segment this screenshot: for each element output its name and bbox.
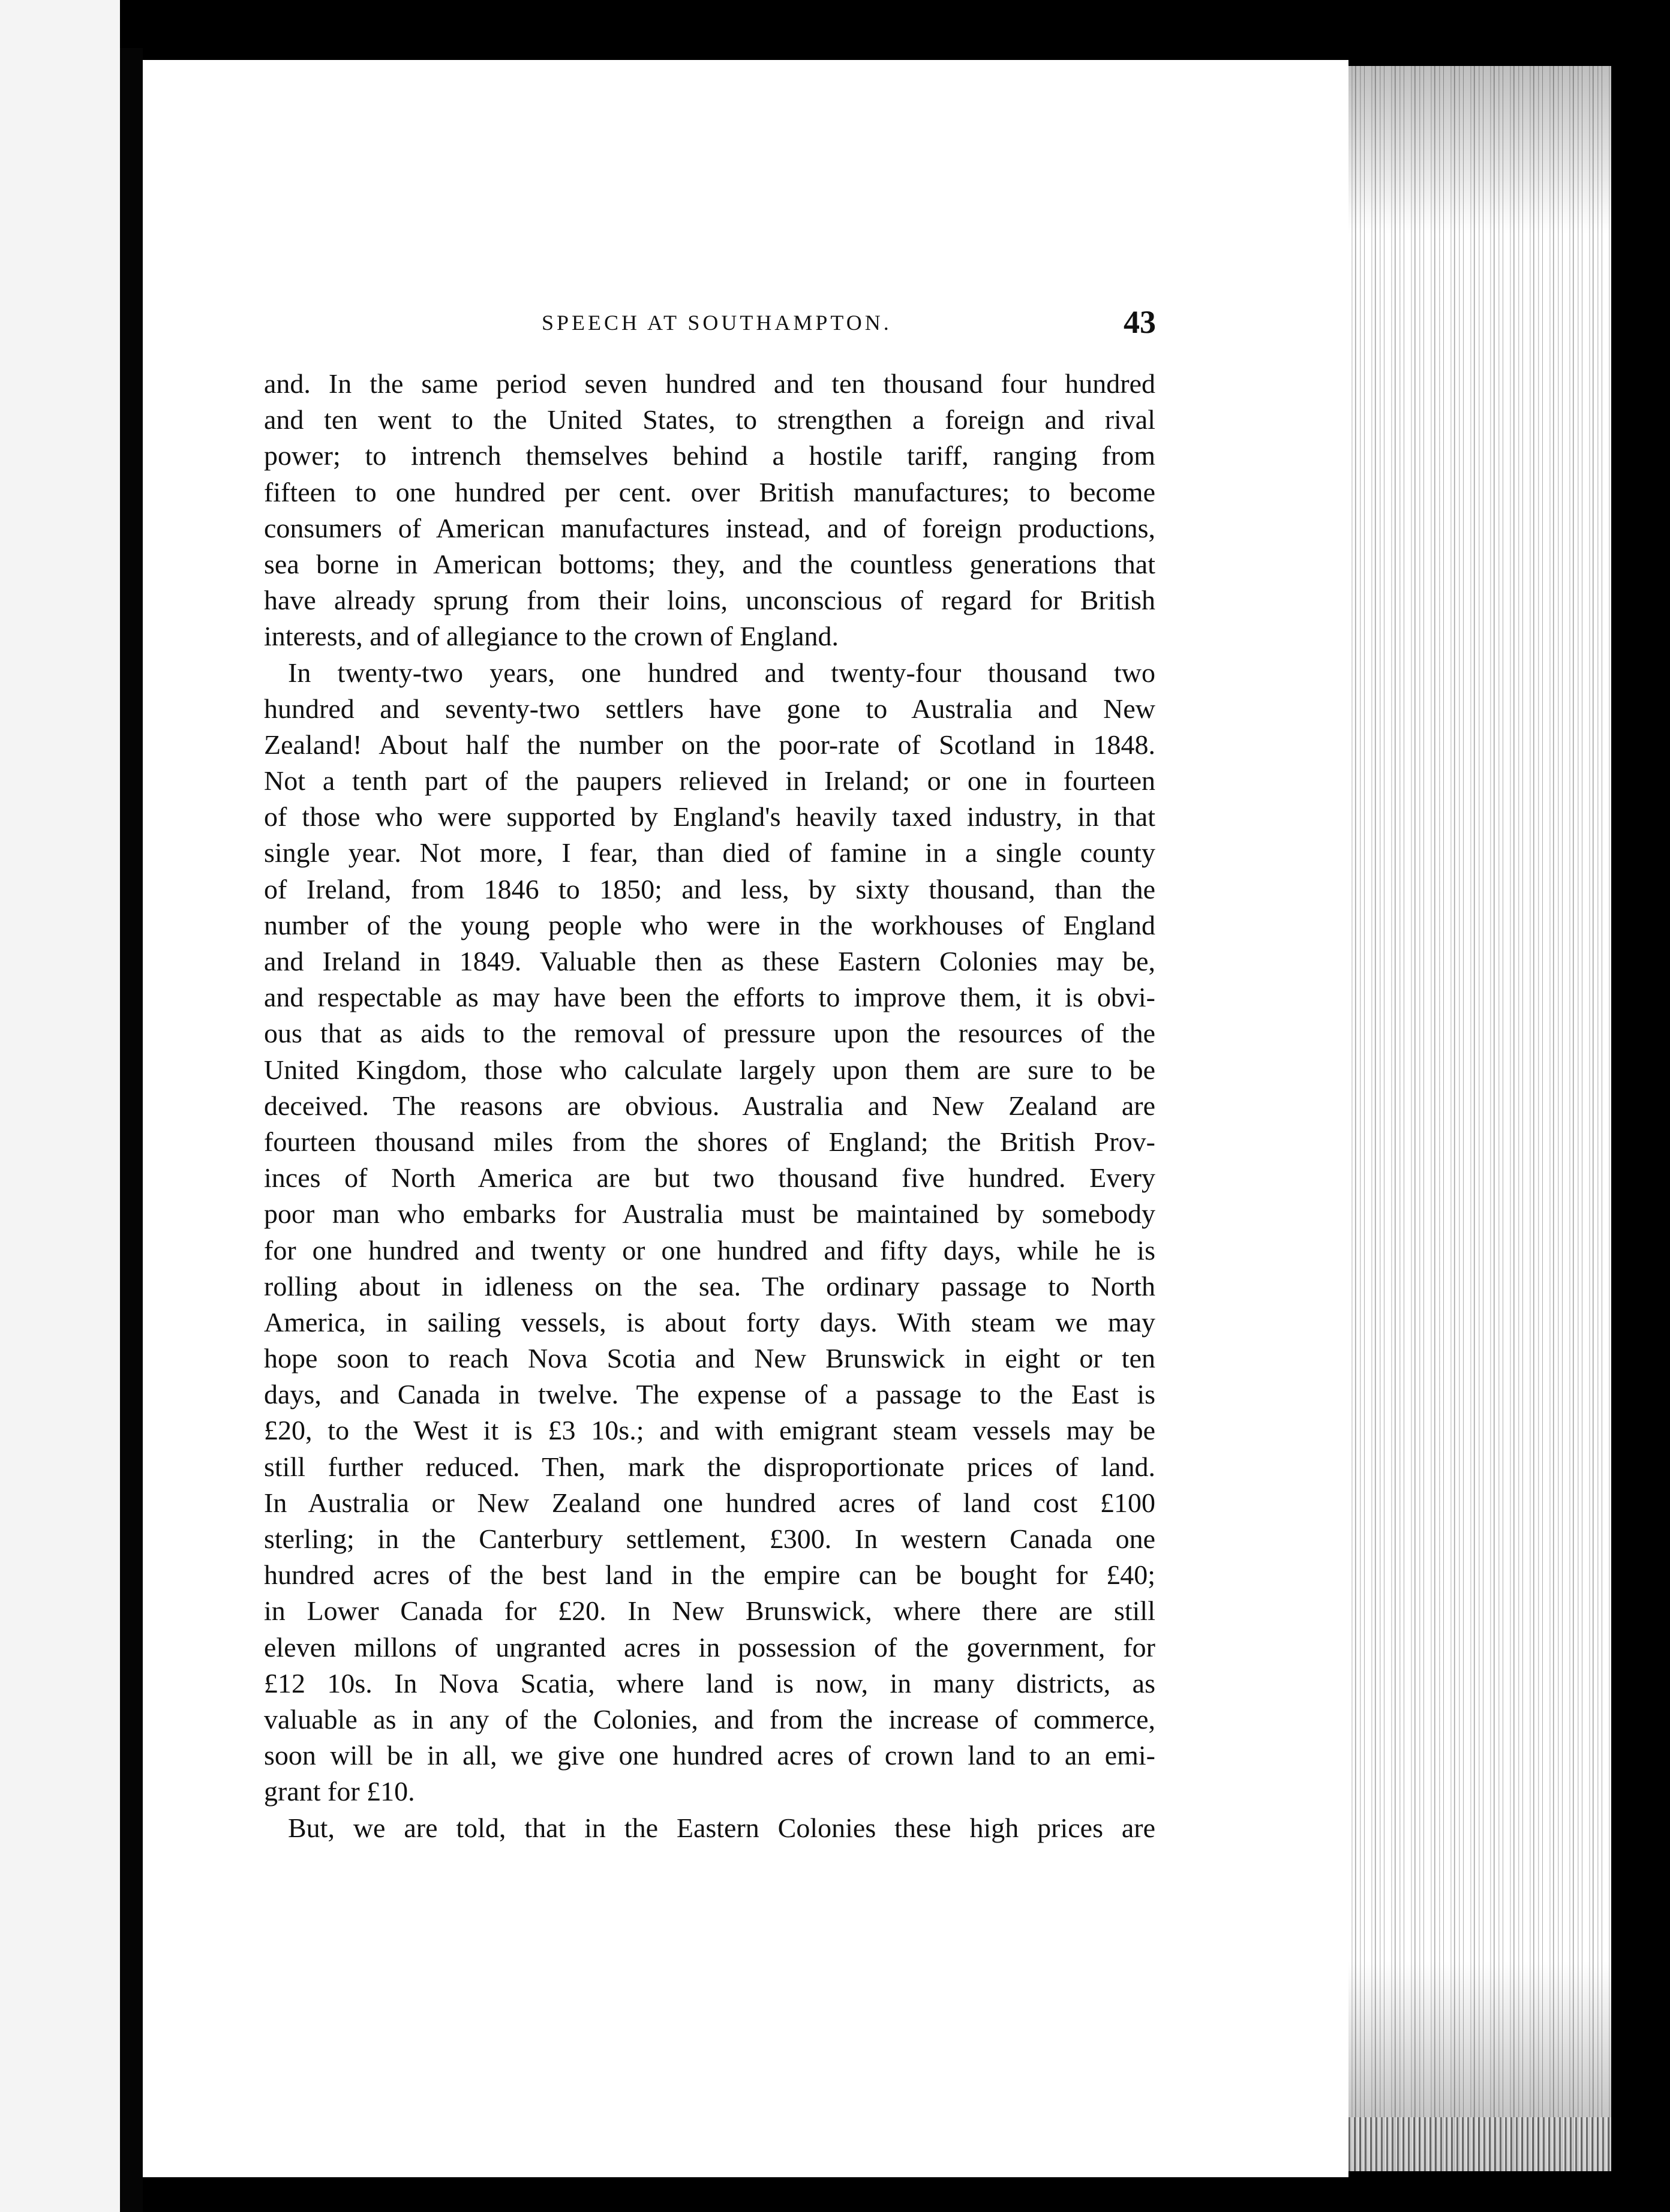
text-line: and ten went to the United States, to strengthen a foreign and rival xyxy=(264,404,1155,435)
text-line: single year. Not more, I fear, than died of famine in a single county xyxy=(264,837,1155,868)
text-line: and. In the same period seven hundred and ten thousand four hundred xyxy=(264,368,1155,399)
text-line: poor man who embarks for Australia must be maintained by somebody xyxy=(264,1198,1155,1230)
text-line: America, in sailing vessels, is about forty days. With steam we may xyxy=(264,1306,1155,1338)
text-line: fourteen thousand miles from the shores of England; the British Prov- xyxy=(264,1126,1155,1157)
text-line: have already sprung from their loins, unconscious of regard for British xyxy=(264,585,1155,616)
text-line: hope soon to reach Nova Scotia and New Brunswick in eight or ten xyxy=(264,1343,1155,1374)
text-line: eleven millons of ungranted acres in possession of the government, for xyxy=(264,1631,1155,1663)
text-line: sea borne in American bottoms; they, and the countless generations that xyxy=(264,548,1155,579)
text-line: deceived. The reasons are obvious. Australia and New Zealand are xyxy=(264,1090,1155,1121)
text-line: ous that as aids to the removal of pressure upon the resources of the xyxy=(264,1018,1155,1049)
running-head xyxy=(0,305,1670,347)
text-line: United Kingdom, those who calculate largely upon them are sure to be xyxy=(264,1054,1155,1085)
text-line: power; to intrench themselves behind a hostile tariff, ranging from xyxy=(264,440,1155,471)
text-line: grant for £10. xyxy=(264,1776,415,1807)
text-line: rolling about in idleness on the sea. The ordinary passage to North xyxy=(264,1270,1155,1302)
fore-edge-shadow xyxy=(1348,66,1611,2171)
text-line: and respectable as may have been the efforts to improve them, it is obvi- xyxy=(264,982,1155,1013)
text-line: valuable as in any of the Colonies, and from the increase of commerce, xyxy=(264,1703,1155,1735)
text-line: and Ireland in 1849. Valuable then as these Eastern Colonies may be, xyxy=(264,946,1155,976)
text-line: £20, to the West it is £3 10s.; and with emigrant steam vessels may be xyxy=(264,1415,1155,1446)
text-line: of Ireland, from 1846 to 1850; and less, by sixty thousand, than the xyxy=(264,873,1155,904)
text-line: hundred and seventy-two settlers have gone to Australia and New xyxy=(264,693,1155,724)
text-line: soon will be in all, we give one hundred acres of crown land to an emi- xyxy=(264,1740,1155,1771)
book-gutter xyxy=(120,48,143,2212)
text-line: interests, and of allegiance to the crown of England. xyxy=(264,621,839,652)
text-line: in Lower Canada for £20. In New Brunswick, where there are still xyxy=(264,1595,1155,1627)
text-line: inces of North America are but two thousand five hundred. Every xyxy=(264,1162,1155,1194)
text-line: In Australia or New Zealand one hundred acres of land cost £100 xyxy=(264,1487,1155,1518)
fore-edge-bottom xyxy=(1348,2117,1611,2171)
page-number: 43 xyxy=(1124,304,1156,340)
body-text xyxy=(264,366,1155,1846)
text-line: consumers of American manufactures instead, and of foreign productions, xyxy=(264,512,1155,543)
text-line: sterling; in the Canterbury settlement, £300. In western Canada one xyxy=(264,1523,1155,1554)
paragraph-start-line: But, we are told, that in the Eastern Colonies these high prices are xyxy=(288,1812,1155,1843)
text-line: fifteen to one hundred per cent. over British manufactures; to become xyxy=(264,476,1155,507)
text-line: hundred acres of the best land in the empire can be bought for £40; xyxy=(264,1559,1155,1591)
running-title: SPEECH AT SOUTHAMPTON. xyxy=(542,311,892,335)
text-line: still further reduced. Then, mark the disproportionate prices of land. xyxy=(264,1451,1155,1482)
text-line: days, and Canada in twelve. The expense of a passage to the East is xyxy=(264,1379,1155,1410)
text-line: Not a tenth part of the paupers relieved in Ireland; or one in fourteen xyxy=(264,765,1155,797)
paragraph-start-line: In twenty-two years, one hundred and twenty-four thousand two xyxy=(288,657,1155,688)
text-line: of those who were supported by England's heavily taxed industry, in that xyxy=(264,801,1155,832)
text-line: for one hundred and twenty or one hundred and fifty days, while he is xyxy=(264,1234,1155,1266)
text-line: number of the young people who were in the workhouses of England xyxy=(264,909,1155,940)
text-line: £12 10s. In Nova Scatia, where land is now, in many districts, as xyxy=(264,1667,1155,1699)
text-line: Zealand! About half the number on the poor-rate of Scotland in 1848. xyxy=(264,729,1155,760)
